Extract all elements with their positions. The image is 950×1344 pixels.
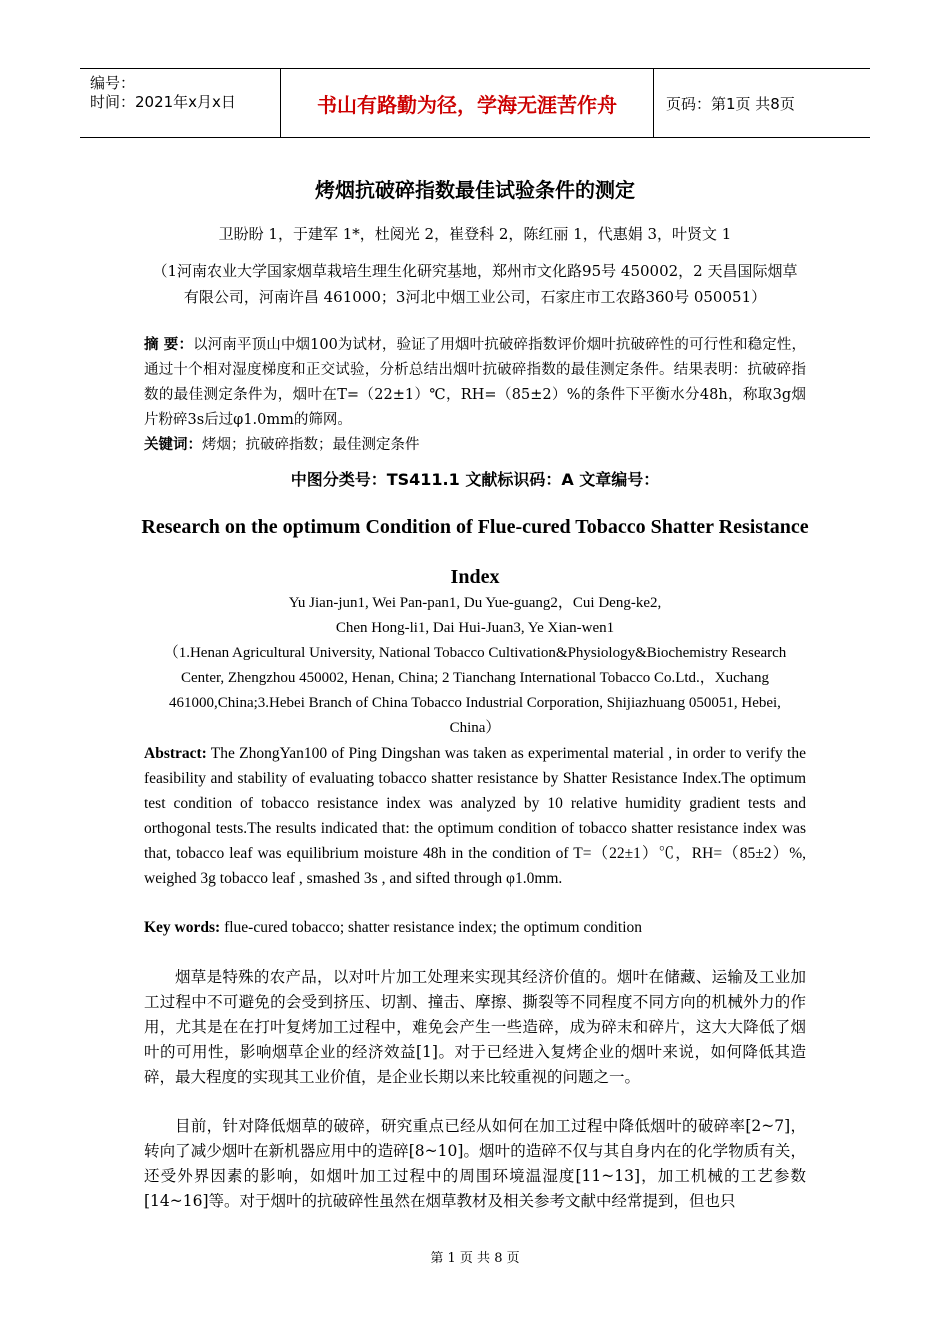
affiliation-cn: （1河南农业大学国家烟草栽培生理生化研究基地，郑州市文化路95号 450002，2 天昌国际烟草有限公司，河南许昌 461000；3河北中烟工业公司，石家庄市工农路360号 050051） bbox=[152, 262, 798, 306]
page-footer: 第 1 页 共 8 页 bbox=[430, 1251, 520, 1266]
keywords-en bbox=[144, 915, 806, 940]
body-paragraph-2: 目前，针对降低烟草的破碎，研究重点已经从如何在加工过程中降低烟叶的破碎率[2~7]，转向了减少烟叶在新机器应用中的造碎[8~10]。烟叶的造碎不仅与其自身内在的化学物质有关，还受外界因素的影响，如烟叶加工过程中的周围环境温湿度[11~13]，加工机械的工艺参数[14~16]等。对于烟叶的抗破碎性虽然在烟草教材及相关参考文献中经常提到，但也只 bbox=[144, 1117, 806, 1210]
abstract-cn-label: 摘 要： bbox=[144, 336, 194, 353]
authors-en-line2: Chen Hong-li1, Dai Hui-Juan3, Ye Xian-wen1 bbox=[335, 620, 615, 636]
header-time-label: 时间：2021年x月x日 bbox=[90, 93, 236, 111]
page-header bbox=[80, 68, 870, 138]
title-cn: 烤烟抗破碎指数最佳试验条件的测定 bbox=[315, 178, 635, 202]
affiliation-en: （1.Henan Agricultural University, National Tobacco Cultivation&Physiology&Biochemistry Research Center, Zhengzhou 450002, Henan, China; 2 Tianchang International Tobacco Co.Ltd.，Xuchang 461000,China;3.Hebei Branch of China Tobacco Industrial Corporation, Shijiazhuang 050051, Hebei, China） bbox=[163, 645, 787, 736]
abstract-en-label: Abstract: bbox=[144, 745, 207, 762]
authors-cn: 卫盼盼 1，于建军 1*，杜阅光 2，崔登科 2，陈红丽 1，代惠娟 3，叶贤文 1 bbox=[218, 225, 732, 243]
keywords-en-label: Key words: bbox=[144, 919, 221, 936]
keywords-cn-text: 烤烟；抗破碎指数；最佳测定条件 bbox=[202, 437, 420, 453]
header-motto-cell bbox=[281, 69, 654, 137]
header-meta-cell bbox=[80, 69, 281, 137]
header-number-label: 编号： bbox=[90, 74, 136, 92]
abstract-en bbox=[144, 741, 806, 891]
header-page-label: 页码：第1页 共8页 bbox=[666, 94, 795, 113]
authors-en bbox=[0, 591, 950, 641]
body-paragraph-1: 烟草是特殊的农产品，以对叶片加工处理来实现其经济价值的。烟叶在储藏、运输及工业加工过程中不可避免的会受到挤压、切割、撞击、摩擦、撕裂等不同程度不同方向的机械外力的作用，尤其是在在打叶复烤加工过程中，难免会产生一些造碎，成为碎末和碎片，这大大降低了烟叶的可用性，影响烟草企业的经济效益[1]。对于已经进入复烤企业的烟叶来说，如何降低其造碎，最大程度的实现其工业价值，是企业长期以来比较重视的问题之一。 bbox=[144, 968, 806, 1086]
classification-line: 中图分类号：TS411.1 文献标识码：A 文章编号： bbox=[290, 470, 660, 489]
header-page-cell bbox=[654, 69, 870, 137]
authors-en-line1: Yu Jian-jun1, Wei Pan-pan1, Du Yue-guang2，Cui Deng-ke2, bbox=[288, 595, 662, 611]
abstract-en-text: The ZhongYan100 of Ping Dingshan was taken as experimental material , in order to verify the feasibility and stability of evaluating tobacco shatter resistance by Shatter Resistance Index.The optimum test condition of tobacco resistance index was analyzed by 10 relative humidity gradient tests and orthogonal tests.The results indicated that: the optimum condition of tobacco shatter resistance index was that, tobacco leaf was equilibrium moisture 48h in the condition of T=（22±1）℃，RH=（85±2）%, weighed 3g tobacco leaf , smashed 3s , and sifted through φ1.0mm. bbox=[144, 745, 806, 887]
keywords-cn-label: 关键词： bbox=[144, 436, 202, 453]
header-motto: 书山有路勤为径，学海无涯苦作舟 bbox=[317, 92, 617, 117]
keywords-cn bbox=[144, 432, 806, 458]
keywords-en-text: flue-cured tobacco; shatter resistance index; the optimum condition bbox=[224, 919, 643, 936]
abstract-cn bbox=[144, 332, 806, 433]
abstract-cn-text: 以河南平顶山中烟100为试材，验证了用烟叶抗破碎指数评价烟叶抗破碎性的可行性和稳定性，通过十个相对湿度梯度和正交试验，分析总结出烟叶抗破碎指数的最佳测定条件。结果表明：抗破碎指数的最佳测定条件为，烟叶在T=（22±1）℃，RH=（85±2）%的条件下平衡水分48h，称取3g烟片粉碎3s后过φ1.0mm的筛网。 bbox=[144, 337, 806, 428]
title-en: Research on the optimum Condition of Flue-cured Tobacco Shatter Resistance Index bbox=[141, 516, 809, 588]
